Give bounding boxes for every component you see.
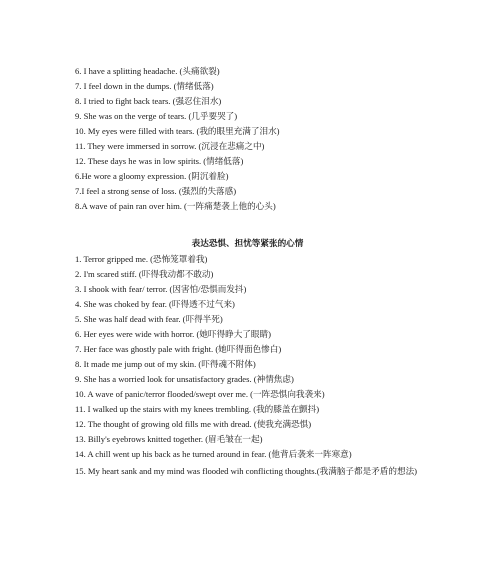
phrase-line: 9. She was on the verge of tears. (几乎要哭了) bbox=[75, 111, 238, 121]
phrase-line: 11. They were immersed in sorrow. (沉浸在悲痛之中) bbox=[75, 141, 265, 151]
phrase-line: 13. Billy's eyebrows knitted together. (眉毛皱在一起) bbox=[75, 434, 263, 444]
phrase-line: 10. My eyes were filled with tears. (我的眼里充满了泪水) bbox=[75, 126, 280, 136]
phrase-line: 4. She was choked by fear. (吓得透不过气来) bbox=[75, 299, 235, 309]
phrase-line: 12. The thought of growing old fills me with dread. (使我充满恐惧) bbox=[75, 419, 312, 429]
phrase-line: 7. Her face was ghostly pale with fright. (她吓得面色惨白) bbox=[75, 344, 282, 354]
phrase-line: 11. I walked up the stairs with my knees trembling. (我的膝盖在颤抖) bbox=[75, 404, 320, 414]
phrase-line: 15. My heart sank and my mind was flooded wih conflicting thoughts.(我满脑子都是矛盾的想法) bbox=[75, 466, 418, 476]
phrase-line: 10. A wave of panic/terror flooded/swept over me. (一阵恐惧向我袭来) bbox=[75, 389, 325, 399]
sadness-phrases-section bbox=[75, 64, 420, 214]
phrase-line: 7. I feel down in the dumps. (情绪低落) bbox=[75, 81, 214, 91]
phrase-line: 12. These days he was in low spirits. (情绪低落) bbox=[75, 156, 244, 166]
phrase-line: 14. A chill went up his back as he turned around in fear. (他背后袭来一阵寒意) bbox=[75, 449, 352, 459]
section-heading: 表达恐惧、担忧等紧张的心情 bbox=[191, 239, 304, 249]
phrase-line: 3. I shook with fear/ terror. (因害怕/恐惧而发抖) bbox=[75, 284, 247, 294]
phrase-line: 5. She was half dead with fear. (吓得半死) bbox=[75, 314, 223, 324]
phrase-line: 8. It made me jump out of my skin. (吓得魂不附体) bbox=[75, 359, 256, 369]
phrase-line: 6. Her eyes were wide with horror. (她吓得睁大了眼睛) bbox=[75, 329, 271, 339]
phrase-line: 2. I'm scared stiff. (吓得我动都不敢动) bbox=[75, 269, 214, 279]
phrase-line: 1. Terror gripped me. (恐怖笼罩着我) bbox=[75, 254, 208, 264]
phrase-line: 6. I have a splitting headache. (头痛欲裂) bbox=[75, 66, 220, 76]
phrase-line: 8.A wave of pain ran over him. (一阵痛楚袭上他的心头) bbox=[75, 201, 276, 211]
fear-phrases-section bbox=[75, 237, 420, 478]
phrase-line: 9. She has a worried look for unsatisfactory grades. (神情焦虑) bbox=[75, 374, 294, 384]
phrase-line: 6.He wore a gloomy expression. (阴沉着脸) bbox=[75, 171, 229, 181]
phrase-line: 8. I tried to fight back tears. (强忍住泪水) bbox=[75, 96, 222, 106]
phrase-line: 7.I feel a strong sense of loss. (强烈的失落感) bbox=[75, 186, 237, 196]
